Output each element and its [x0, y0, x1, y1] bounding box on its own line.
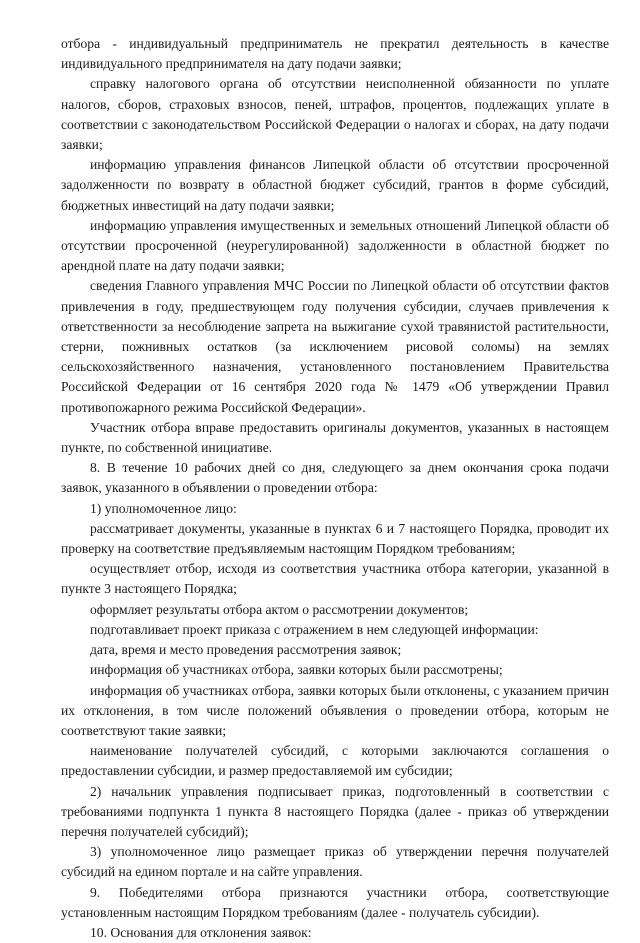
paragraph: отбора - индивидуальный предприниматель не прекратил деятельность в качестве индивидуального предпринимателя на дату подачи заявки;: [61, 36, 609, 72]
paragraph: информацию управления финансов Липецкой области об отсутствии просроченной задолженности по возврату в областной бюджет субсидий, грантов в форме субсидий, бюджетных инвестиций на дату подачи заявки;: [61, 157, 609, 213]
paragraph: Участник отбора вправе предоставить оригиналы документов, указанных в настоящем пункте, по собственной инициативе.: [61, 419, 609, 456]
paragraph: 2) начальник управления подписывает приказ, подготовленный в соответствии с требованиями подпункта 1 пункта 8 настоящего Порядка (далее - приказ об утверждении перечня получателей субсидий);: [61, 783, 609, 839]
paragraph: 1) уполномоченное лицо:: [90, 500, 237, 516]
paragraph: подготавливает проект приказа с отражением в нем следующей информации:: [90, 621, 539, 637]
document-body: [61, 34, 609, 943]
paragraph: 10. Основания для отклонения заявок:: [90, 924, 312, 940]
paragraph: рассматривает документы, указанные в пунктах 6 и 7 настоящего Порядка, проводит их проверку на соответствие предъявляемым настоящим Порядком требованиям;: [61, 520, 609, 557]
paragraph: информация об участниках отбора, заявки которых были рассмотрены;: [90, 662, 503, 678]
paragraph: информацию управления имущественных и земельных отношений Липецкой области об отсутствии просроченной (неурегулированной) задолженности в областной бюджет по арендной плате на дату подачи заявки;: [61, 217, 609, 274]
paragraph: 8. В течение 10 рабочих дней со дня, следующего за днем окончания срока подачи заявок, указанного в объявлении о проведении отбора:: [61, 460, 609, 496]
paragraph: справку налогового органа об отсутствии неисполненной обязанности по уплате налогов, сборов, страховых взносов, пеней, штрафов, процентов, подлежащих уплате в соответствии с законодательством Российской Федерации о налогах и сборах, на дату подачи заявки;: [61, 76, 609, 153]
paragraph: осуществляет отбор, исходя из соответствия участника отбора категории, указанной в пункте 3 настоящего Порядка;: [61, 561, 609, 597]
paragraph: информация об участниках отбора, заявки которых были отклонены, с указанием причин их отклонения, в том числе положений объявления о проведении отбора, которым не соответствуют такие заявки;: [61, 682, 609, 738]
paragraph: сведения Главного управления МЧС России по Липецкой области об отсутствии фактов привлечения в году, предшествующем году получения субсидии, случаев привлечения к ответственности за несоблюдение запрета на выжигание сухой травянистой растительности, стерни, пожнивных остатков (за исключением рисовой соломы) на землях сельскохозяйственного назначения, установленного постановлением Правительства Российской Федерации от 16 сентября 2020 года № 1479 «Об утверждении Правил противопожарного режима Российской Федерации».: [61, 278, 609, 415]
paragraph: наименование получателей субсидий, с которыми заключаются соглашения о предоставлении субсидии, и размер предоставляемой им субсидии;: [61, 743, 609, 779]
paragraph: 9. Победителями отбора признаются участники отбора, соответствующие установленным настоящим Порядком требованиям (далее - получатель субсидии).: [61, 884, 609, 920]
paragraph: дата, время и место проведения рассмотрения заявок;: [90, 642, 402, 658]
paragraph: 3) уполномоченное лицо размещает приказ об утверждении перечня получателей субсидий на едином портале и на сайте управления.: [61, 844, 609, 880]
paragraph: оформляет результаты отбора актом о рассмотрении документов;: [90, 601, 469, 617]
